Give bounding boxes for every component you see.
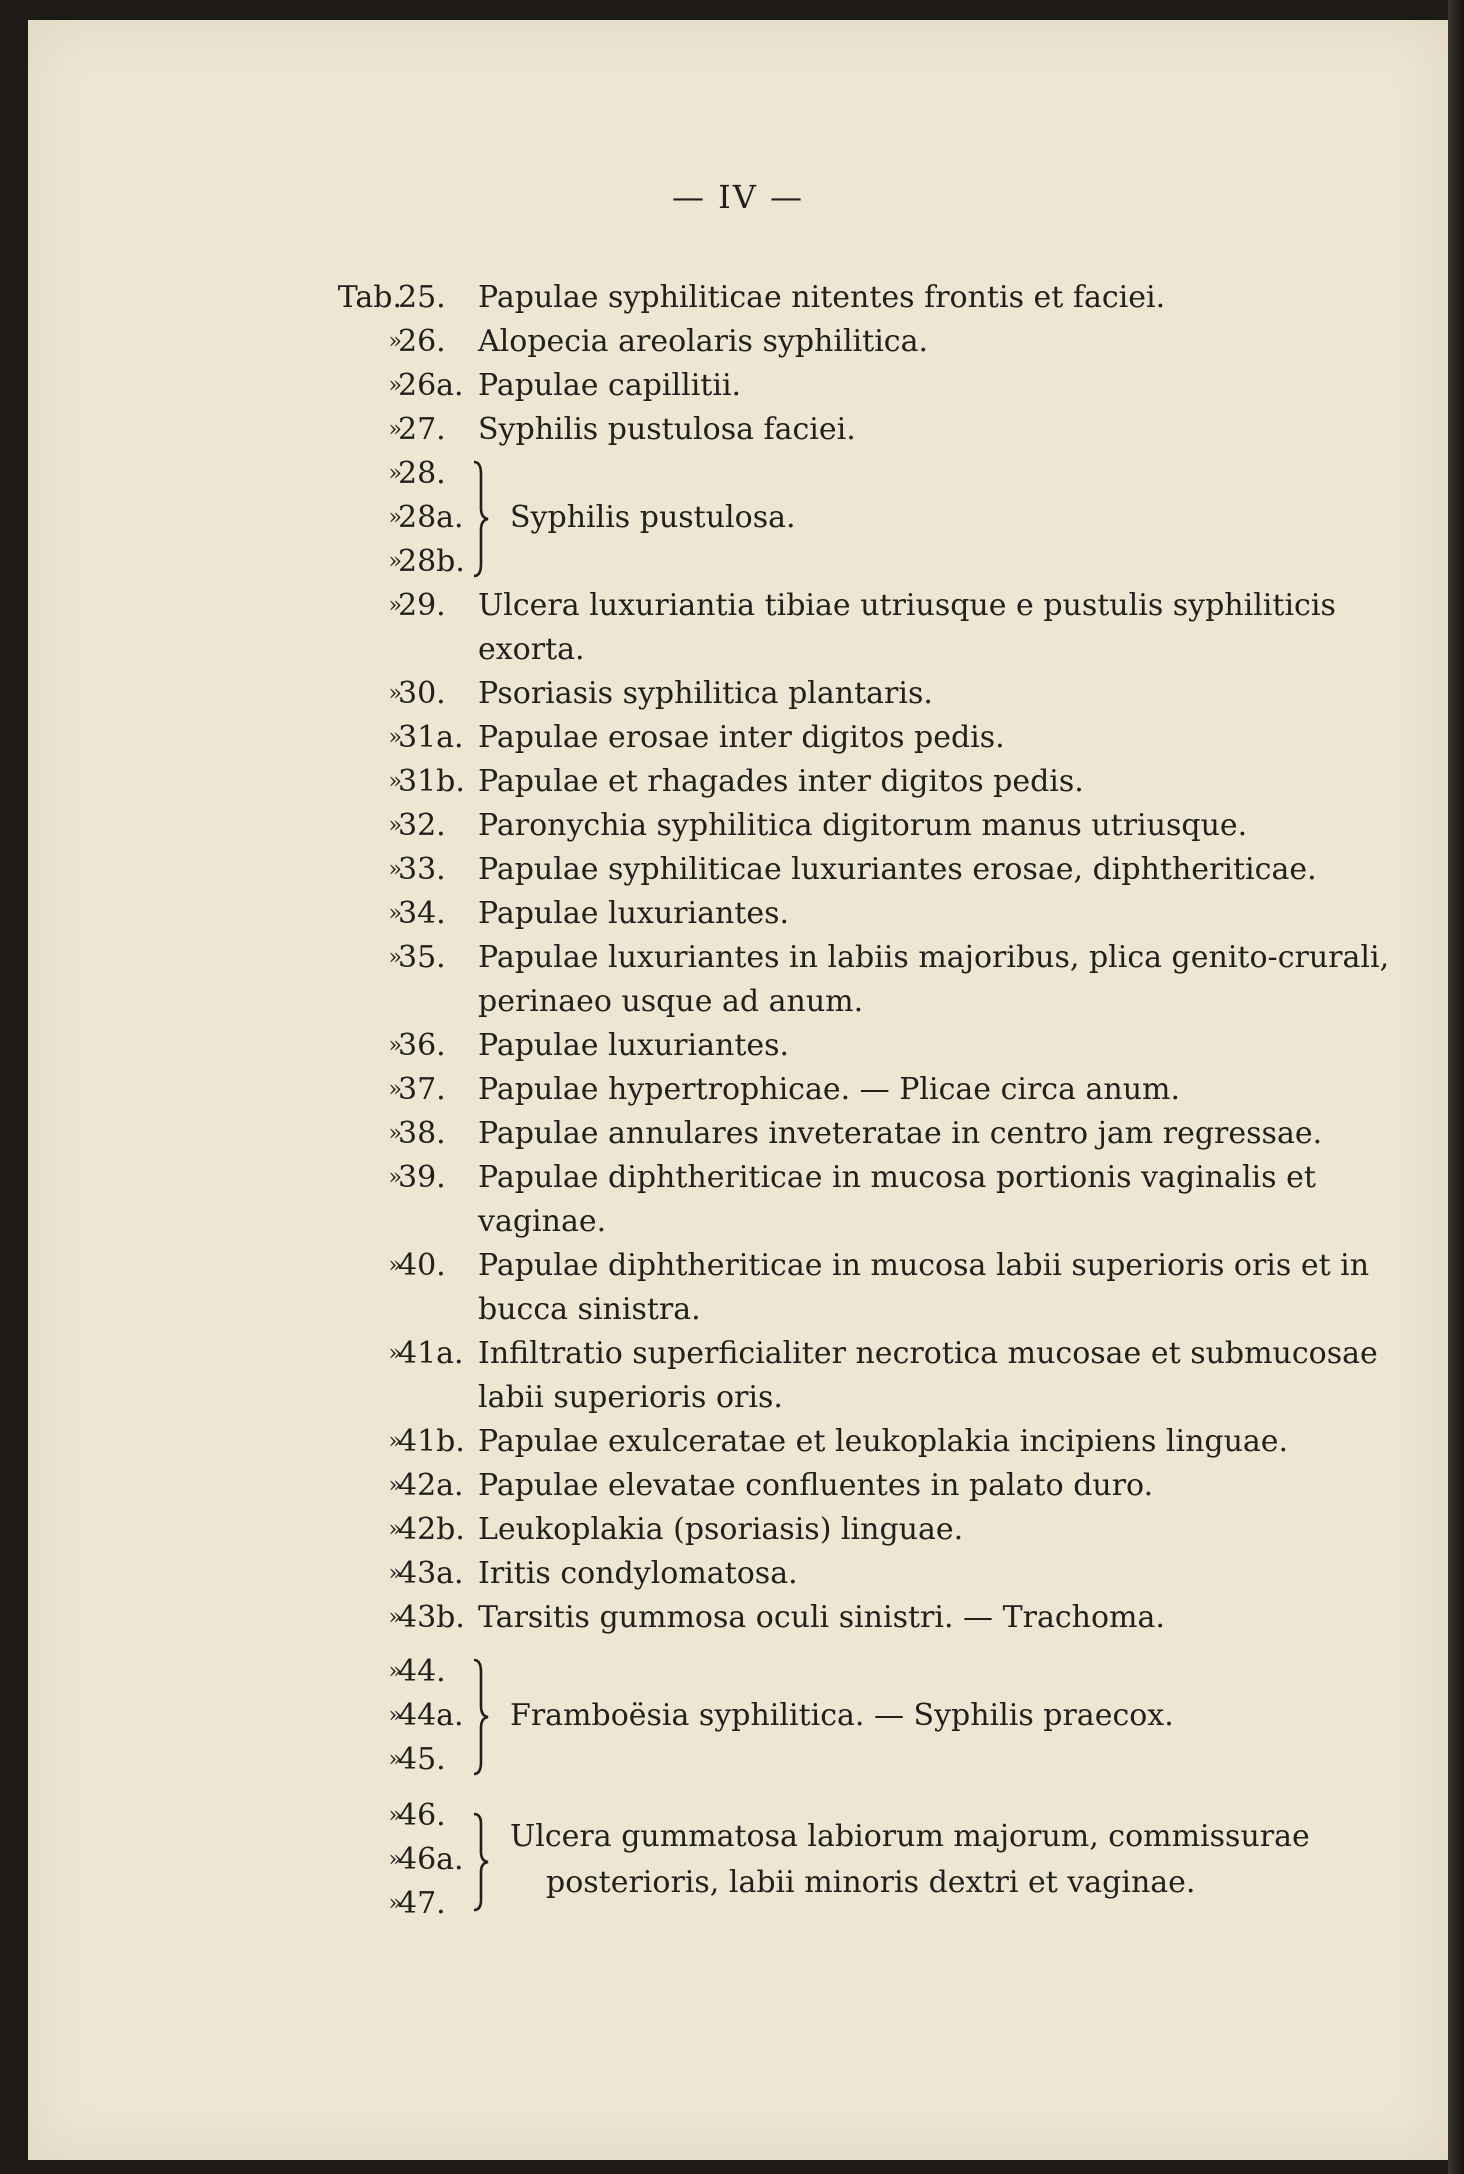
list-item — [28, 1332, 1448, 1420]
plate-title: Papulae capillitii. — [478, 368, 742, 403]
plate-number: 44a. — [398, 1698, 464, 1733]
ditto-mark: » — [388, 1747, 402, 1772]
plate-number: 47. — [398, 1886, 446, 1921]
list-item — [28, 1738, 1448, 1782]
plate-title: Papulae erosae inter digitos pedis. — [478, 720, 1005, 755]
plate-title: Iritis condylomatosa. — [478, 1556, 798, 1591]
ditto-mark: » — [388, 901, 402, 926]
ditto-mark: » — [388, 1605, 402, 1630]
ditto-mark: » — [388, 1253, 402, 1278]
list-item — [28, 1420, 1448, 1464]
plate-title: Papulae syphiliticae nitentes frontis et faciei. — [478, 280, 1166, 315]
plate-title: Tarsitis gummosa oculi sinistri. — Trachoma. — [478, 1600, 1165, 1635]
plate-number: 31a. — [398, 720, 464, 755]
ditto-mark: » — [388, 1561, 402, 1586]
page-number: — IV — — [671, 178, 805, 216]
list-item — [28, 1024, 1448, 1068]
ditto-mark: » — [388, 769, 402, 794]
grouped-entry — [28, 452, 1448, 584]
plate-title: Papulae exulceratae et leukoplakia incipiens linguae. — [478, 1424, 1289, 1459]
ditto-mark: » — [388, 1891, 402, 1916]
list-item — [28, 716, 1448, 760]
ditto-mark: » — [388, 1847, 402, 1872]
plate-title: Leukoplakia (psoriasis) linguae. — [478, 1512, 964, 1547]
plate-title-line: posterioris, labii minoris dextri et vaginae. — [546, 1865, 1196, 1900]
plate-number: 40. — [398, 1248, 446, 1283]
grouped-entry — [28, 1794, 1448, 1926]
list-item — [28, 892, 1448, 936]
plate-title: Papulae diphtheriticae in mucosa portionis vaginalis et vaginae. — [478, 1160, 1316, 1239]
ditto-mark: » — [388, 1659, 402, 1684]
plate-number: 44. — [398, 1654, 446, 1689]
plate-title: Alopecia areolaris syphilitica. — [478, 324, 929, 359]
plate-number: 30. — [398, 676, 446, 711]
list-item — [28, 848, 1448, 892]
plate-number: 25. — [398, 280, 446, 315]
plate-number: 28b. — [398, 544, 465, 579]
plate-number: 27. — [398, 412, 446, 447]
ditto-mark: » — [388, 1077, 402, 1102]
plate-number: 36. — [398, 1028, 446, 1063]
ditto-mark: » — [388, 681, 402, 706]
ditto-mark: » — [388, 1473, 402, 1498]
list-item — [28, 1244, 1448, 1332]
list-item — [28, 1068, 1448, 1112]
plate-number: 37. — [398, 1072, 446, 1107]
list-item — [28, 364, 1448, 408]
plate-title: Papulae luxuriantes. — [478, 1028, 790, 1063]
plate-title: Syphilis pustulosa faciei. — [478, 412, 856, 447]
plate-number: 32. — [398, 808, 446, 843]
curly-brace-icon — [468, 460, 494, 578]
ditto-mark: » — [388, 945, 402, 970]
ditto-mark: » — [388, 813, 402, 838]
plate-number: 45. — [398, 1742, 446, 1777]
plate-number: 41a. — [398, 1336, 464, 1371]
ditto-mark: » — [388, 549, 402, 574]
list-item — [28, 804, 1448, 848]
ditto-mark: » — [388, 725, 402, 750]
list-item — [28, 1596, 1448, 1640]
plate-number: 43b. — [398, 1600, 465, 1635]
plate-title: Framboësia syphilitica. — Syphilis praecox. — [510, 1698, 1174, 1733]
list-item — [28, 584, 1448, 672]
ditto-mark: » — [388, 461, 402, 486]
ditto-mark: » — [388, 1429, 402, 1454]
plate-title: Papulae hypertrophicae. — Plicae circa anum. — [478, 1072, 1181, 1107]
curly-brace-icon — [468, 1812, 494, 1912]
plate-number: 28. — [398, 456, 446, 491]
plate-title: Paronychia syphilitica digitorum manus utriusque. — [478, 808, 1248, 843]
plate-number: 41b. — [398, 1424, 465, 1459]
plate-number: 39. — [398, 1160, 446, 1195]
plate-number: 29. — [398, 588, 446, 623]
ditto-mark: » — [388, 505, 402, 530]
list-item — [28, 320, 1448, 364]
list-item — [28, 760, 1448, 804]
plate-number: 26. — [398, 324, 446, 359]
plate-number: 43a. — [398, 1556, 464, 1591]
plate-number: 46a. — [398, 1842, 464, 1877]
ditto-mark: » — [388, 1121, 402, 1146]
plate-number: 31b. — [398, 764, 465, 799]
plate-title: Papulae annulares inveteratae in centro jam regressae. — [478, 1116, 1323, 1151]
ditto-mark: » — [388, 329, 402, 354]
list-item — [28, 540, 1448, 584]
plate-title: Papulae et rhagades inter digitos pedis. — [478, 764, 1084, 799]
plate-number: 46. — [398, 1798, 446, 1833]
tab-label: Tab. — [337, 280, 402, 315]
plate-number: 42b. — [398, 1512, 465, 1547]
list-item — [28, 1112, 1448, 1156]
list-item — [28, 1156, 1448, 1244]
book-edge — [1448, 0, 1464, 2174]
ditto-mark: » — [388, 417, 402, 442]
plate-title: Papulae syphiliticae luxuriantes erosae, diphtheriticae. — [478, 852, 1317, 887]
plate-number: 26a. — [398, 368, 464, 403]
plate-number: 38. — [398, 1116, 446, 1151]
document-page — [28, 20, 1448, 2160]
plate-number: 28a. — [398, 500, 464, 535]
list-item — [28, 1508, 1448, 1552]
plate-title: Papulae luxuriantes. — [478, 896, 790, 931]
list-item — [28, 1464, 1448, 1508]
plate-number: 35. — [398, 940, 446, 975]
plate-title: Papulae luxuriantes in labiis majoribus, plica genito-crurali, perinaeo usque ad anum. — [478, 940, 1390, 1019]
plate-title: Papulae diphtheriticae in mucosa labii superioris oris et in bucca sinistra. — [478, 1248, 1370, 1327]
plate-number: 34. — [398, 896, 446, 931]
grouped-entry — [28, 1650, 1448, 1782]
list-item — [28, 452, 1448, 496]
list-item — [28, 1650, 1448, 1694]
plate-list — [28, 276, 1448, 1926]
list-item — [28, 408, 1448, 452]
ditto-mark: » — [388, 1341, 402, 1366]
plate-title: Psoriasis syphilitica plantaris. — [478, 676, 933, 711]
ditto-mark: » — [388, 1803, 402, 1828]
ditto-mark: » — [388, 373, 402, 398]
ditto-mark: » — [388, 1165, 402, 1190]
plate-title-line: Ulcera gummatosa labiorum majorum, commissurae — [510, 1819, 1310, 1854]
ditto-mark: » — [388, 857, 402, 882]
ditto-mark: » — [388, 1517, 402, 1542]
list-item — [28, 672, 1448, 716]
plate-title: Ulcera luxuriantia tibiae utriusque e pustulis syphiliticis exorta. — [478, 588, 1336, 667]
ditto-mark: » — [388, 1703, 402, 1728]
ditto-mark: » — [388, 1033, 402, 1058]
plate-title: Papulae elevatae confluentes in palato duro. — [478, 1468, 1154, 1503]
ditto-mark: » — [388, 593, 402, 618]
plate-title — [510, 1814, 1410, 1906]
list-item — [28, 936, 1448, 1024]
plate-number: 42a. — [398, 1468, 464, 1503]
plate-number: 33. — [398, 852, 446, 887]
curly-brace-icon — [468, 1658, 494, 1776]
list-item — [28, 1552, 1448, 1596]
plate-title: Infiltratio superficialiter necrotica mucosae et submucosae labii superioris oris. — [478, 1336, 1378, 1415]
plate-title: Syphilis pustulosa. — [510, 500, 796, 535]
list-item — [28, 276, 1448, 320]
